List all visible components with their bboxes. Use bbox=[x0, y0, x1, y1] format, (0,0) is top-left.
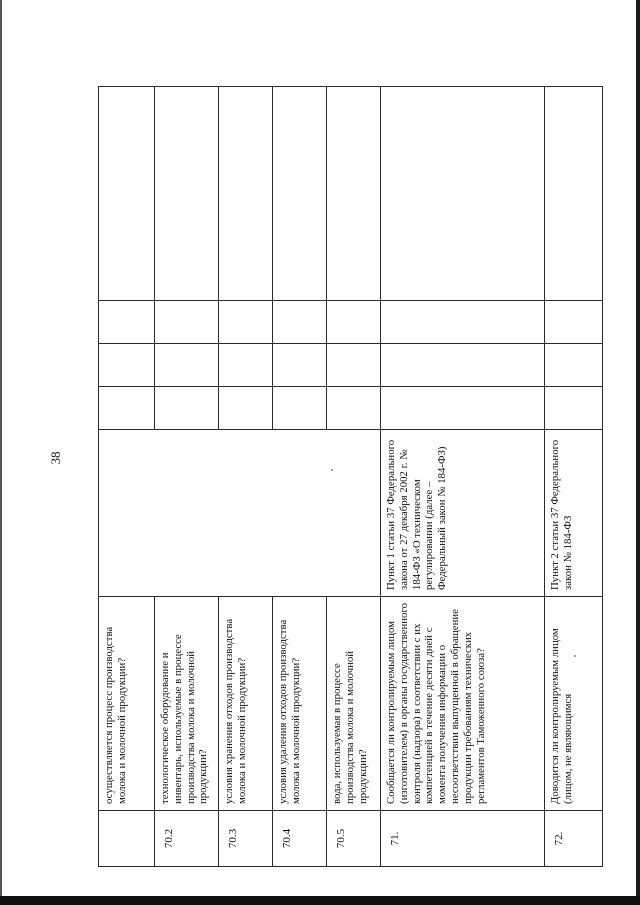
row-number: 70.2 bbox=[155, 811, 219, 867]
table-cell-empty bbox=[327, 301, 381, 344]
scan-edge-left bbox=[0, 0, 2, 905]
row-question: технологическое оборудование и инвентарь, используемые в процессе производства молока и молочной продукции? bbox=[155, 597, 219, 811]
table-cell-empty bbox=[155, 87, 219, 301]
table-cell-empty bbox=[381, 87, 545, 301]
table-cell-empty bbox=[273, 301, 327, 344]
table-cell-empty bbox=[327, 344, 381, 387]
row-question: условия удаления отходов производства молока и молочной продукции? bbox=[273, 597, 327, 811]
row-basis: Пункт 2 статьи 37 Федерального закон № 184-ФЗ bbox=[545, 430, 603, 597]
table-cell-empty bbox=[545, 344, 603, 387]
row-question: осуществляется процесс производства молока и молочной продукции? bbox=[99, 597, 155, 811]
page-number: 38 bbox=[48, 451, 63, 465]
table-cell-empty bbox=[219, 387, 273, 430]
table-cell-empty bbox=[381, 301, 545, 344]
table-cell-empty bbox=[327, 387, 381, 430]
table-cell-empty bbox=[327, 87, 381, 301]
table-cell-empty bbox=[545, 87, 603, 301]
row-number: 70.3 bbox=[219, 811, 273, 867]
table-cell-empty bbox=[219, 301, 273, 344]
row-basis: Пункт 1 статьи 37 Федерального закона от 27 декабря 2002 г. № 184-ФЗ «О техническом регулировании (далее – Федеральный закон № 184-ФЗ) bbox=[381, 430, 545, 597]
table-cell-empty bbox=[155, 344, 219, 387]
table-row bbox=[381, 87, 545, 867]
table-cell-empty bbox=[99, 387, 155, 430]
table-cell-empty bbox=[545, 301, 603, 344]
row-question: Доводится ли контролируемым лицом (лицом, не являющимся bbox=[545, 597, 603, 811]
table-cell-empty bbox=[273, 387, 327, 430]
table-cell-empty bbox=[99, 344, 155, 387]
row-question: вода, используемая в процессе производства молока и молочной продукции? bbox=[327, 597, 381, 811]
table-cell-empty bbox=[273, 344, 327, 387]
row-number: 72. bbox=[545, 811, 603, 867]
scan-edge-right bbox=[636, 0, 640, 905]
table-cell-empty bbox=[99, 301, 155, 344]
row-number: 70.5 bbox=[327, 811, 381, 867]
checklist-table bbox=[98, 86, 603, 867]
table-cell-empty bbox=[155, 301, 219, 344]
row-number: 70.4 bbox=[273, 811, 327, 867]
row-number bbox=[99, 811, 155, 867]
table-cell-empty bbox=[219, 344, 273, 387]
row-basis bbox=[99, 430, 381, 597]
table-row bbox=[99, 87, 155, 867]
table-cell-empty bbox=[219, 87, 273, 301]
table-row bbox=[545, 87, 603, 867]
table-cell-empty bbox=[545, 387, 603, 430]
table-cell-empty bbox=[381, 387, 545, 430]
row-question: Сообщается ли контролируемым лицом (изготовителем) в органы государственного контроля (надзора) в соответствии с их компетенцией в течение десяти дней с момента получения информации о несоответствии выпущенной в обращение продукции требованиям технических регламентов Таможенного союза? bbox=[381, 597, 545, 811]
table-cell-empty bbox=[99, 87, 155, 301]
rotated-table-container bbox=[98, 87, 602, 867]
table-cell-empty bbox=[273, 87, 327, 301]
scan-edge-bottom bbox=[0, 896, 640, 905]
row-number: 71. bbox=[381, 811, 545, 867]
table-cell-empty bbox=[155, 387, 219, 430]
table-cell-empty bbox=[381, 344, 545, 387]
row-question: условия хранения отходов производства молока и молочной продукции? bbox=[219, 597, 273, 811]
